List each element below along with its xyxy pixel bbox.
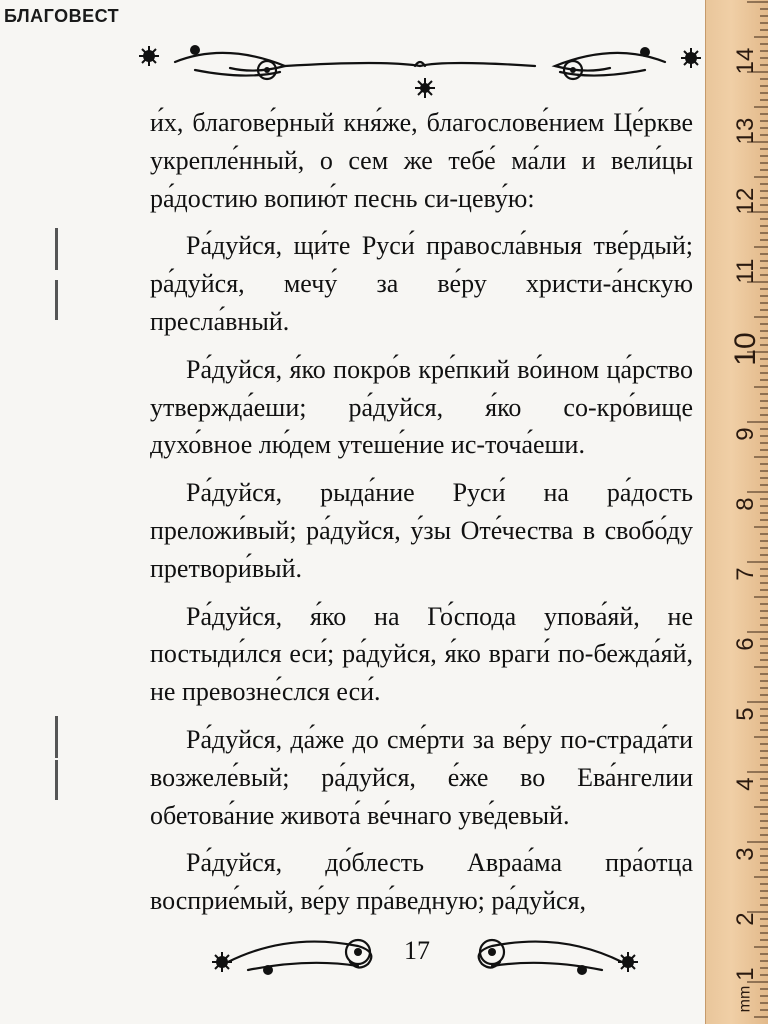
binding-mark <box>55 280 58 320</box>
ruler-label: 2 <box>732 912 759 926</box>
ruler-label: 11 <box>732 258 759 284</box>
footer-ornament-left <box>208 922 388 982</box>
paragraph: и́х, благове́рный кня́же, благослове́нием Це́ркве укрепле́нный, о сем же тебе́ ма́ли и вели́цы ра́достию вопию́т песнь си-цеву́ю: <box>150 108 693 213</box>
paragraph: Ра́дуйся, щи́те Руси́ правосла́вныя тве́рдый; ра́дуйся, мечу́ за ве́ру христи-а́нскую пресла́вный. <box>150 231 693 336</box>
paragraph: Ра́дуйся, рыда́ние Руси́ на ра́дость преложи́вый; ра́дуйся, у́зы Оте́чества в свобо́ду претвори́вый. <box>150 478 693 583</box>
ruler-label: 12 <box>732 187 759 215</box>
ruler-label: 9 <box>732 427 759 441</box>
footer-ornament-right <box>462 922 642 982</box>
header-ornament <box>135 40 705 104</box>
ruler-label: 10 <box>729 332 762 366</box>
ruler-label: 8 <box>732 497 759 511</box>
ruler-label: 13 <box>732 117 759 145</box>
binding-mark <box>55 228 58 270</box>
ruler-label: 3 <box>732 847 759 861</box>
ruler-unit: mm <box>736 985 754 1013</box>
binding-mark <box>55 760 58 800</box>
ruler-label: 7 <box>732 567 759 581</box>
page-number: 17 <box>404 936 430 965</box>
paragraph: Ра́дуйся, да́же до сме́рти за ве́ру по-страда́ти возжеле́вый; ра́дуйся, е́же во Ева́нгелии обетова́ние живота́ ве́чнаго уве́девый. <box>150 724 693 830</box>
binding-mark <box>55 716 58 758</box>
ruler-label: 5 <box>732 707 759 721</box>
ruler-label: 6 <box>732 637 759 651</box>
paragraph: Ра́дуйся, я́ко на Го́спода упова́яй, не постыди́лся еси́; ра́дуйся, я́ко враги́ по-бежда́яй, не превозне́слся еси́. <box>150 601 693 707</box>
ruler <box>705 0 768 1024</box>
ruler-label: 4 <box>732 777 759 791</box>
ruler-label: 14 <box>732 47 759 75</box>
ruler-label: 1 <box>732 967 759 981</box>
paragraph: Ра́дуйся, до́блесть Авраа́ма пра́отца восприе́мый, ве́ру пра́ведную; ра́дуйся, <box>150 848 693 916</box>
prayer-text <box>150 104 693 930</box>
paragraph: Ра́дуйся, я́ко покро́в кре́пкий во́ином ца́рство утвержда́еши; ра́дуйся, я́ко со-кро́вище духо́вное лю́дем утеше́ние ис-точа́еши. <box>150 354 693 460</box>
watermark: БЛАГОВЕСТ <box>4 6 120 26</box>
